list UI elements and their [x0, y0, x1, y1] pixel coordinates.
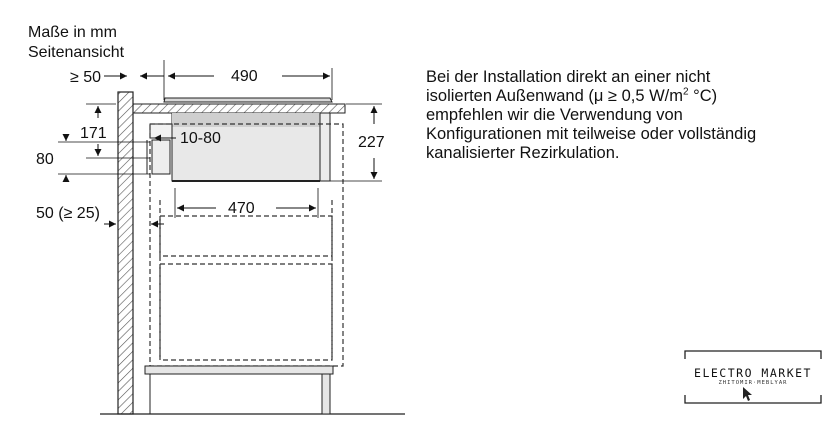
plinth-right-leg [322, 374, 330, 414]
note-line-2-post: °C) [688, 87, 718, 105]
dim-50-label: 50 (≥ 25) [36, 205, 100, 222]
note-line-1: Bei der Installation direkt an einer nicht [426, 68, 711, 86]
note-line-5: kanalisierter Rezirkulation. [426, 144, 620, 162]
cursor-icon [743, 387, 752, 401]
dim-10-80-label: 10-80 [180, 130, 221, 147]
plinth-top [145, 366, 333, 374]
dim-490-value: 490 [231, 68, 258, 85]
duct-outlet [152, 140, 170, 174]
note-line-4: Konfigurationen mit teilweise oder vollständig [426, 125, 757, 143]
drawer-1 [160, 216, 332, 256]
view-heading: Seitenansicht [28, 44, 125, 61]
note-line-2 [426, 87, 806, 106]
logo-name: ELECTRO MARKET [694, 366, 812, 380]
electro-market-logo [683, 349, 823, 405]
dim-470-label: 470 [228, 200, 255, 217]
note-line-2-sup: 2 [683, 86, 689, 98]
worktop [133, 104, 345, 113]
dim-171-label: 171 [80, 125, 107, 142]
duct-upper [150, 124, 172, 138]
note-line-2-pre: isolierten Außenwand (μ ≥ 0,5 W/m [426, 87, 683, 105]
dim-ge50-label: ≥ 50 [70, 69, 102, 86]
cooktop-glass [164, 98, 332, 102]
dim-227-label: 227 [358, 134, 385, 151]
drawer-2 [160, 264, 332, 360]
units-heading: Maße in mm [28, 24, 117, 41]
installation-note [426, 68, 806, 163]
note-line-3: empfehlen wir die Verwendung von [426, 106, 683, 124]
appliance-side-unit [320, 113, 330, 181]
logo-tagline: ZHITOMIR·MEBLYAR [718, 380, 788, 386]
dim-80-label: 80 [36, 151, 54, 168]
wall [118, 92, 133, 414]
appliance-top-band [172, 113, 320, 127]
